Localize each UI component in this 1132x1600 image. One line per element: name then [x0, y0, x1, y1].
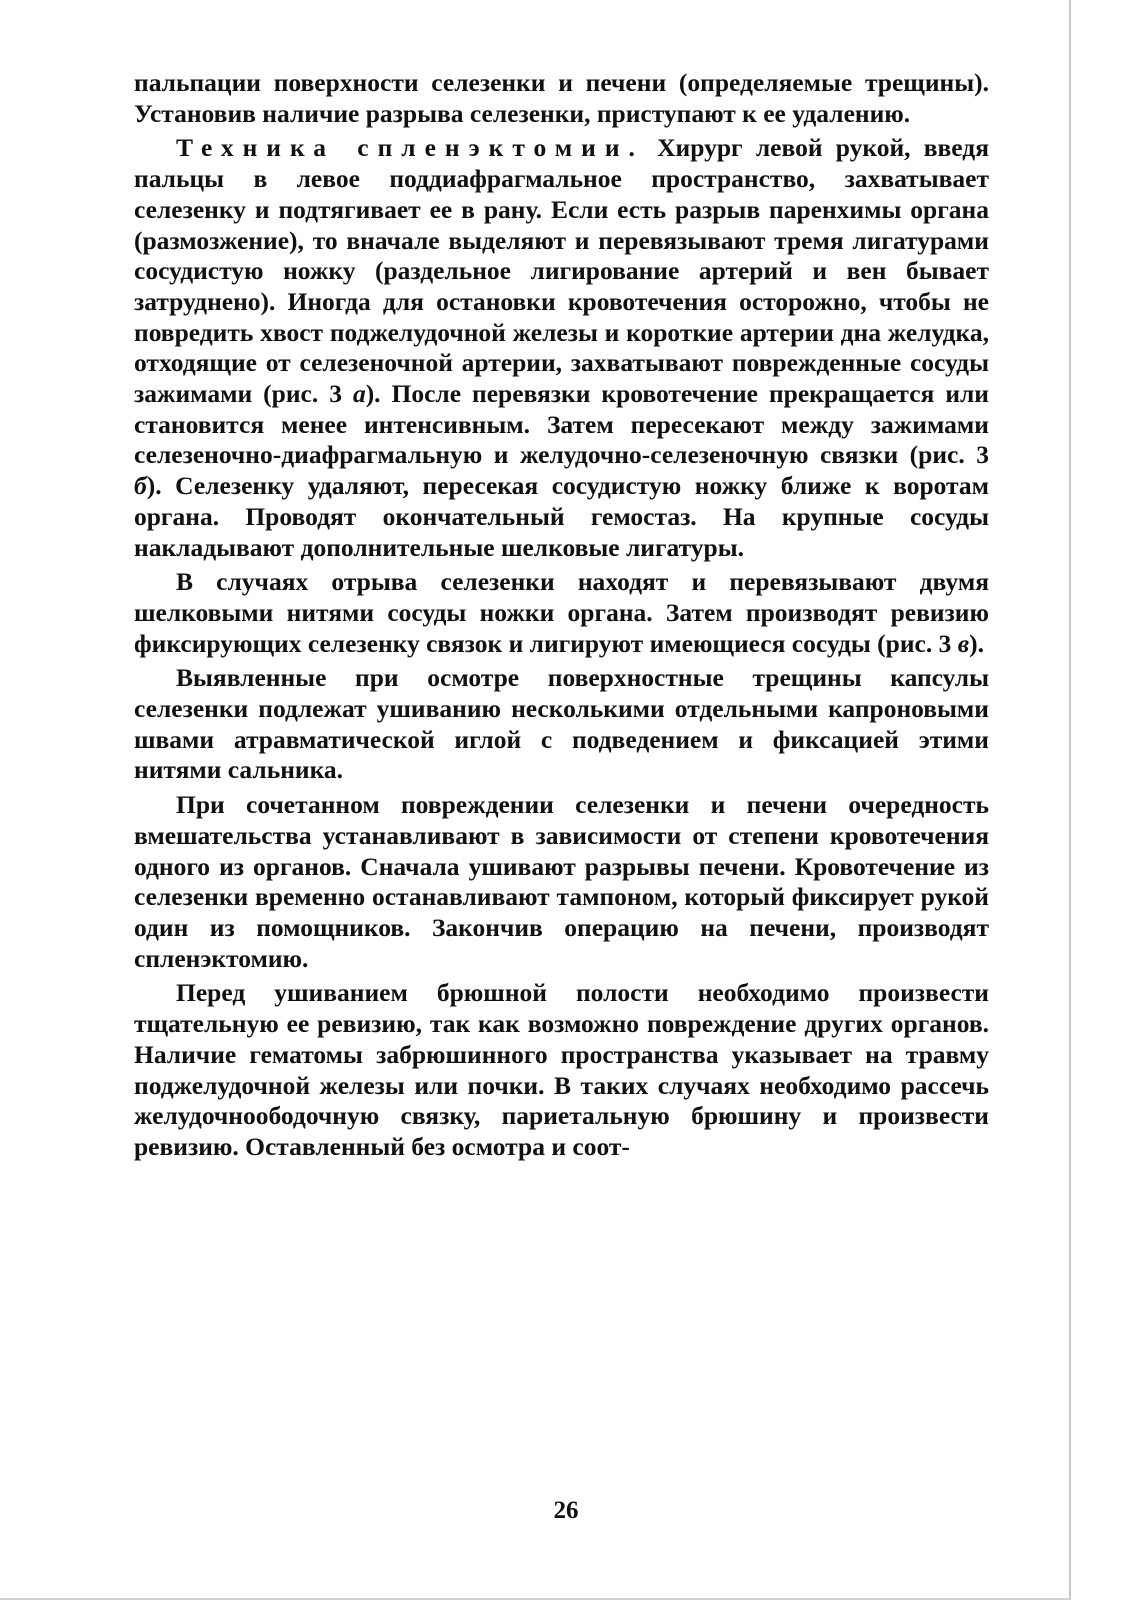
paragraph-3-part-b: ). [969, 628, 984, 658]
paragraph-2 [134, 133, 989, 563]
paragraph-2-part-b: ). После перевязки кровотечение прекращается или становится менее интенсивным. Затем пересекают между зажимами селезеночно-диафрагмальную и желудочно-селезеночную связки (рис. 3 [134, 379, 990, 470]
paragraph-3 [134, 567, 989, 659]
paragraph-2-part-a: Хирург левой рукой, введя пальцы в левое поддиафрагмальное пространство, захватывает селезенку и подтягивает ее в рану. Если есть разрыв паренхимы органа (размозжение), то вначале выделяют и перевязывают тремя лигатурами сосудистую ножку (раздельное лигирование артерий и вен бывает затруднено). Иногда для остановки кровотечения осторожно, чтобы не повредить хвост поджелудочной железы и короткие артерии дна желудка, отходящие от селезеночной артерии, захватывают поврежденные сосуды зажимами (рис. 3 [134, 133, 989, 409]
body-text [134, 68, 989, 1167]
figure-ref-a: а [352, 379, 366, 409]
figure-ref-b: б [134, 471, 147, 501]
page-number: 26 [553, 1497, 579, 1524]
paragraph-2-part-c: ). Селезенку удаляют, пересекая сосудистую ножку ближе к воротам органа. Проводят окончательный гемостаз. На крупные сосуды накладывают дополнительные шелковые лигатуры. [134, 471, 989, 562]
page-edge-right [1069, 0, 1071, 1600]
paragraph-6: Перед ушиванием брюшной полости необходимо произвести тщательную ее ревизию, так как возможно повреждение других органов. Наличие гематомы забрюшинного пространства указывает на травму поджелудочной железы или почки. В таких случаях необходимо рассечь желудочноободочную связку, париетальную брюшину и произвести ревизию. Оставленный без осмотра и соот- [134, 978, 989, 1161]
paragraph-1: пальпации поверхности селезенки и печени (определяемые трещины). Установив наличие разрыва селезенки, приступают к ее удалению. [134, 68, 989, 128]
figure-ref-v: в [957, 628, 970, 658]
paragraph-5: При сочетанном повреждении селезенки и печени очередность вмешательства устанавливают в зависимости от степени кровотечения одного из органов. Сначала ушивают разрывы печени. Кровотечение из селезенки временно останавливают тампоном, который фиксирует рукой один из помощников. Закончив операцию на печени, производят спленэктомию. [134, 790, 989, 973]
paragraph-3-part-a: В случаях отрыва селезенки находят и перевязывают двумя шелковыми нитями сосуды ножки органа. Затем производят ревизию фиксирующих селезенку связок и лигируют имеющиеся сосуды (рис. 3 [134, 567, 989, 658]
paragraph-4: Выявленные при осмотре поверхностные трещины капсулы селезенки подлежат ушиванию несколькими отдельными капроновыми швами атравматической иглой с подведением и фиксацией этими нитями сальника. [134, 663, 989, 785]
section-heading: Техника спленэктомии. [176, 133, 644, 163]
